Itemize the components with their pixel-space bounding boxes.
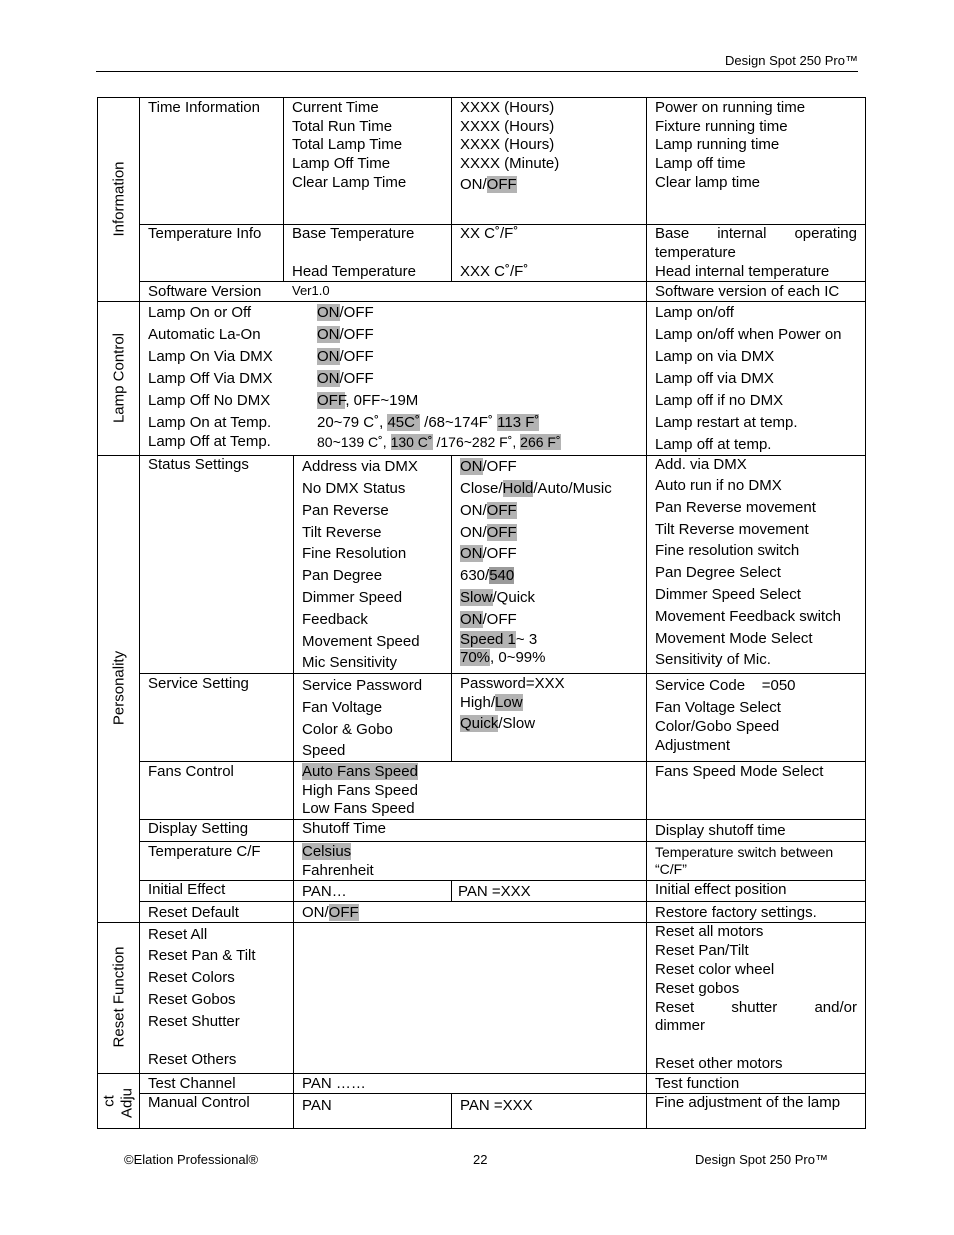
temperature-info-label: Temperature Info — [148, 225, 262, 242]
clear-lamp-time-label: Clear Lamp Time — [292, 174, 407, 191]
manual-control-value: PAN — [302, 1097, 332, 1114]
status-item: Address via DMX — [302, 458, 418, 475]
reset-desc: Reset gobos — [655, 980, 740, 997]
initial-effect-label: Initial Effect — [148, 881, 226, 898]
low-fans-speed: Low Fans Speed — [302, 800, 415, 817]
status-desc: Dimmer Speed Select — [655, 586, 801, 603]
lamp-off-no-dmx-label: Lamp Off No DMX — [148, 392, 271, 409]
status-item: Feedback — [302, 611, 368, 628]
status-item: Pan Degree — [302, 567, 383, 584]
reset-item: Reset Others — [148, 1051, 237, 1068]
auto-fans-speed: Auto Fans Speed — [302, 763, 418, 780]
high-fans-speed: High Fans Speed — [302, 782, 418, 799]
status-item: Movement Speed — [302, 633, 420, 650]
service-item: Color & Gobo — [302, 721, 393, 738]
footer-title: Design Spot 250 Pro™ — [695, 1152, 828, 1167]
status-value: ON/OFF — [460, 458, 517, 475]
temperature-cf-desc-line1: Temperature switch between — [655, 844, 834, 860]
total-lamp-time-value: XXXX (Hours) — [460, 136, 555, 153]
reset-shutter-desc-line1: Reset shutter and/or — [655, 999, 857, 1016]
lamp-off-via-dmx-label: Lamp Off Via DMX — [148, 370, 273, 387]
lamp-off-time-label: Lamp Off Time — [292, 155, 391, 172]
fans-desc: Fans Speed Mode Select — [655, 763, 824, 780]
section-adjust-line2: ct — [100, 1095, 118, 1107]
service-item: Fan Voltage — [302, 699, 383, 716]
reset-item: Reset All — [148, 926, 208, 943]
lamp-off-time-desc: Lamp off time — [655, 155, 746, 172]
status-item: Tilt Reverse — [302, 524, 382, 541]
automatic-lamp-on-label: Automatic La-On — [148, 326, 261, 343]
total-run-time-desc: Fixture running time — [655, 118, 788, 135]
lamp-off-at-temp-desc: Lamp off at temp. — [655, 436, 772, 453]
lamp-off-at-temp-value: 80~139 C˚, 130 C˚ /176~282 F˚, 266 F˚ — [317, 434, 561, 450]
service-desc: Color/Gobo Speed — [655, 718, 780, 735]
status-desc: Fine resolution switch — [655, 542, 800, 559]
test-channel-desc: Test function — [655, 1075, 740, 1092]
display-setting-value: Shutoff Time — [302, 820, 386, 837]
reset-default-value: ON/OFF — [302, 904, 359, 921]
status-item: Fine Resolution — [302, 545, 407, 562]
reset-item: Reset Shutter — [148, 1013, 240, 1030]
software-version-desc: Software version of each IC — [655, 283, 840, 300]
reset-shutter-desc-line2: dimmer — [655, 1017, 706, 1034]
section-adjust-line1: Adju — [118, 1087, 136, 1119]
lamp-off-time-value: XXXX (Minute) — [460, 155, 560, 172]
status-item: Pan Reverse — [302, 502, 389, 519]
display-setting-label: Display Setting — [148, 820, 249, 837]
status-desc: Auto run if no DMX — [655, 477, 782, 494]
page-number: 22 — [473, 1152, 488, 1167]
header-rule — [96, 71, 858, 72]
status-value: ON/OFF — [460, 524, 517, 541]
automatic-lamp-on-value: ON/OFF — [317, 326, 374, 343]
lamp-on-off-label: Lamp On or Off — [148, 304, 252, 321]
reset-default-label: Reset Default — [148, 904, 239, 921]
service-password-value: Password=XXX — [460, 675, 565, 692]
manual-control-desc: Fine adjustment of the lamp — [655, 1094, 841, 1111]
temperature-cf-label: Temperature C/F — [148, 843, 261, 860]
service-desc: Adjustment — [655, 737, 731, 754]
lamp-on-off-desc: Lamp on/off — [655, 304, 734, 321]
section-reset-function: Reset Function — [110, 946, 128, 1048]
lamp-on-at-temp-label: Lamp On at Temp. — [148, 414, 272, 431]
automatic-lamp-on-desc: Lamp on/off when Power on — [655, 326, 842, 343]
display-setting-desc: Display shutoff time — [655, 822, 786, 839]
section-lamp-control: Lamp Control — [110, 332, 128, 424]
status-value: 630/540 — [460, 567, 515, 584]
test-channel-label: Test Channel — [148, 1075, 236, 1092]
service-desc: Service Code =050 — [655, 677, 796, 694]
status-item: Dimmer Speed — [302, 589, 403, 606]
temperature-cf-desc-line2: “C/F” — [655, 861, 687, 877]
lamp-on-via-dmx-value: ON/OFF — [317, 348, 374, 365]
lamp-off-via-dmx-value: ON/OFF — [317, 370, 374, 387]
status-desc: Movement Feedback switch — [655, 608, 841, 625]
status-item: No DMX Status — [302, 480, 406, 497]
reset-item: Reset Colors — [148, 969, 235, 986]
initial-effect-value2: PAN =XXX — [458, 883, 531, 900]
lamp-off-at-temp-label: Lamp Off at Temp. — [148, 433, 271, 450]
lamp-on-at-temp-desc: Lamp restart at temp. — [655, 414, 798, 431]
reset-others-desc: Reset other motors — [655, 1055, 783, 1072]
reset-desc: Reset Pan/Tilt — [655, 942, 749, 959]
status-value: Close/Hold/Auto/Music — [460, 480, 612, 497]
status-value: ON/OFF — [460, 545, 517, 562]
base-temperature-desc-line1: Base internal operating — [655, 225, 857, 242]
time-information-label: Time Information — [148, 99, 260, 116]
total-run-time-label: Total Run Time — [292, 118, 393, 135]
reset-item: Reset Pan & Tilt — [148, 947, 256, 964]
status-desc: Add. via DMX — [655, 456, 747, 473]
status-value: Slow/Quick — [460, 589, 536, 606]
section-information: Information — [110, 161, 128, 237]
status-value: ON/OFF — [460, 611, 517, 628]
status-value: Speed 1~ 3 — [460, 631, 538, 648]
head-temperature-value: XXX C˚/F˚ — [460, 263, 529, 280]
status-desc: Movement Mode Select — [655, 630, 813, 647]
head-temperature-desc: Head internal temperature — [655, 263, 830, 280]
status-value: 70%, 0~99% — [460, 649, 546, 666]
service-desc: Fan Voltage Select — [655, 699, 781, 716]
reset-desc: Reset all motors — [655, 923, 764, 940]
current-time-desc: Power on running time — [655, 99, 806, 116]
base-temperature-label: Base Temperature — [292, 225, 415, 242]
color-gobo-speed-value: Quick/Slow — [460, 715, 536, 732]
base-temperature-desc-line2: temperature — [655, 244, 736, 261]
status-settings-label: Status Settings — [148, 456, 249, 473]
status-value: ON/OFF — [460, 502, 517, 519]
current-time-value: XXXX (Hours) — [460, 99, 555, 116]
celsius-option: Celsius — [302, 843, 352, 860]
status-desc: Tilt Reverse movement — [655, 521, 809, 538]
software-version-label: Software Version — [148, 283, 262, 300]
fans-control-label: Fans Control — [148, 763, 234, 780]
service-item: Speed — [302, 742, 346, 759]
fan-voltage-value: High/Low — [460, 694, 523, 711]
lamp-off-no-dmx-value: OFF, 0FF~19M — [317, 392, 419, 409]
current-time-label: Current Time — [292, 99, 379, 116]
service-item: Service Password — [302, 677, 423, 694]
lamp-off-via-dmx-desc: Lamp off via DMX — [655, 370, 774, 387]
lamp-on-off-value: ON/OFF — [317, 304, 374, 321]
manual-control-value2: PAN =XXX — [460, 1097, 533, 1114]
lamp-on-via-dmx-label: Lamp On Via DMX — [148, 348, 273, 365]
software-version-value: Ver1.0 — [292, 283, 330, 298]
initial-effect-value: PAN… — [302, 883, 347, 900]
section-personality: Personality — [110, 650, 128, 726]
status-desc: Pan Degree Select — [655, 564, 781, 581]
page-header-title: Design Spot 250 Pro™ — [725, 53, 858, 68]
lamp-off-no-dmx-desc: Lamp off if no DMX — [655, 392, 784, 409]
status-desc: Sensitivity of Mic. — [655, 651, 771, 668]
clear-lamp-time-desc: Clear lamp time — [655, 174, 761, 191]
clear-lamp-time-value: ON/OFF — [460, 176, 517, 193]
footer-copyright: ©Elation Professional® — [124, 1152, 259, 1167]
reset-item: Reset Gobos — [148, 991, 236, 1008]
total-lamp-time-label: Total Lamp Time — [292, 136, 403, 153]
total-run-time-value: XXXX (Hours) — [460, 118, 555, 135]
service-setting-label: Service Setting — [148, 675, 249, 692]
lamp-on-at-temp-value: 20~79 C˚, 45C˚ /68~174F˚ 113 F˚ — [317, 414, 540, 431]
reset-desc: Reset color wheel — [655, 961, 775, 978]
status-item: Mic Sensitivity — [302, 654, 398, 671]
status-desc: Pan Reverse movement — [655, 499, 816, 516]
fahrenheit-option: Fahrenheit — [302, 862, 374, 879]
base-temperature-value: XX C˚/F˚ — [460, 225, 519, 242]
lamp-on-via-dmx-desc: Lamp on via DMX — [655, 348, 775, 365]
initial-effect-desc: Initial effect position — [655, 881, 787, 898]
head-temperature-label: Head Temperature — [292, 263, 416, 280]
reset-default-desc: Restore factory settings. — [655, 904, 817, 921]
total-lamp-time-desc: Lamp running time — [655, 136, 780, 153]
test-channel-value: PAN …… — [302, 1075, 366, 1092]
manual-control-label: Manual Control — [148, 1094, 250, 1111]
